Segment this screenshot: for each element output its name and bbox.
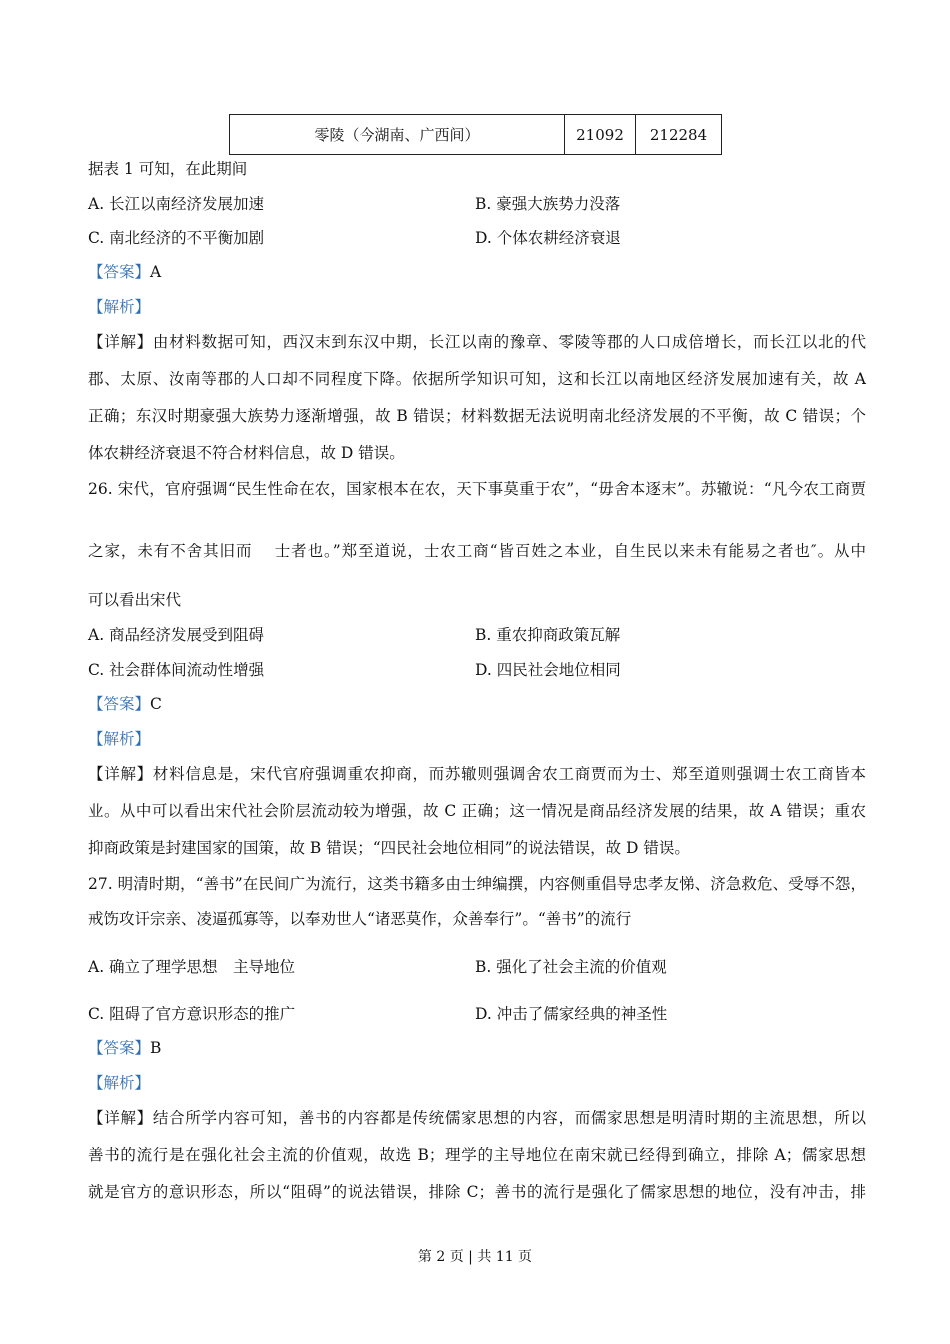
detail-line: 抑商政策是封建国家的国策，故 B 错误；“四民社会地位相同”的说法错误，故 D 错误。 (88, 839, 690, 857)
option-b: B. 重农抑商政策瓦解 (475, 626, 621, 644)
detail-line: 体农耕经济衰退不符合材料信息，故 D 错误。 (88, 444, 405, 462)
detail-line: 郡、太原、汝南等郡的人口却不同程度下降。依据所学知识可知，这和长江以南地区经济发展加速有关，故 A (88, 370, 866, 388)
answer (88, 694, 866, 714)
detail-line: 【详解】材料信息是，宋代官府强调重农抑商，而苏辙则强调舍农工商贾而为士、郑至道则强调士农工商皆本 (88, 765, 866, 783)
answer-label: 【答案】 (88, 263, 151, 281)
question-stem: 26. 宋代，官府强调“民生性命在农，国家根本在农，天下事莫重于农”，“毋舍本逐末”。苏辙说：“凡今农工商贾 (88, 480, 866, 498)
value-cell: 212284 (636, 115, 722, 155)
question-stem: 可以看出宋代 (88, 591, 182, 609)
answer-value: B (150, 1039, 162, 1057)
analysis-label: 【解析】 (88, 1074, 151, 1092)
table-row (230, 115, 722, 155)
detail-line: 就是官方的意识形态，所以“阻碍”的说法错误，排除 C；善书的流行是强化了儒家思想的地位，没有冲击，排 (88, 1183, 866, 1201)
answer-label: 【答案】 (88, 1039, 151, 1057)
detail-line: 【详解】结合所学内容可知，善书的内容都是传统儒家思想的内容，而儒家思想是明清时期的主流思想，所以 (88, 1109, 866, 1127)
detail-line: 善书的流行是在强化社会主流的价值观，故选 B；理学的主导地位在南宋就已经得到确立，排除 A；儒家思想 (88, 1146, 866, 1164)
question-stem: 戒饬攻讦宗亲、凌逼孤寡等，以奉劝世人“诸恶莫作，众善奉行”。“善书”的流行 (88, 910, 632, 928)
option-a: A. 长江以南经济发展加速 (88, 195, 265, 213)
option-d: D. 冲击了儒家经典的神圣性 (475, 1005, 668, 1023)
answer-label: 【答案】 (88, 695, 151, 713)
option-d: D. 四民社会地位相同 (475, 661, 621, 679)
option-d: D. 个体农耕经济衰退 (475, 229, 621, 247)
option-a: A. 确立了理学思想 主导地位 (88, 958, 296, 976)
detail-line: 【详解】由材料数据可知，西汉末到东汉中期，长江以南的豫章、零陵等郡的人口成倍增长，而长江以北的代 (88, 333, 866, 351)
analysis-label: 【解析】 (88, 298, 151, 316)
option-c: C. 南北经济的不平衡加剧 (88, 229, 265, 247)
page-footer: 第 2 页 | 共 11 页 (417, 1249, 533, 1265)
question-stem: 27. 明清时期，“善书”在民间广为流行，这类书籍多由士绅编撰，内容侧重倡导忠孝友悌、济急救危、受辱不怨， (88, 875, 866, 893)
option-b: B. 强化了社会主流的价值观 (475, 958, 667, 976)
population-table (229, 114, 722, 155)
region-cell: 零陵（今湖南、广西间） (230, 115, 565, 155)
detail-line: 业。从中可以看出宋代社会阶层流动较为增强，故 C 正确；这一情况是商品经济发展的结果，故 A 错误；重农 (88, 802, 866, 820)
analysis-label: 【解析】 (88, 730, 151, 748)
option-b: B. 豪强大族势力没落 (475, 195, 621, 213)
answer (88, 262, 866, 282)
answer (88, 1038, 866, 1058)
question-stem: 据表 1 可知，在此期间 (88, 160, 248, 178)
detail-line: 正确；东汉时期豪强大族势力逐渐增强，故 B 错误；材料数据无法说明南北经济发展的不平衡，故 C 错误；个 (88, 407, 866, 425)
question-stem: 之家，未有不舍其旧而 士者也。”郑至道说，士农工商“皆百姓之本业，自生民以来未有能易之者也″。从中 (88, 542, 866, 560)
option-c: C. 社会群体间流动性增强 (88, 661, 265, 679)
answer-value: C (150, 695, 162, 713)
answer-value: A (150, 263, 162, 281)
value-cell: 21092 (565, 115, 636, 155)
option-c: C. 阻碍了官方意识形态的推广 (88, 1005, 296, 1023)
option-a: A. 商品经济发展受到阻碍 (88, 626, 265, 644)
